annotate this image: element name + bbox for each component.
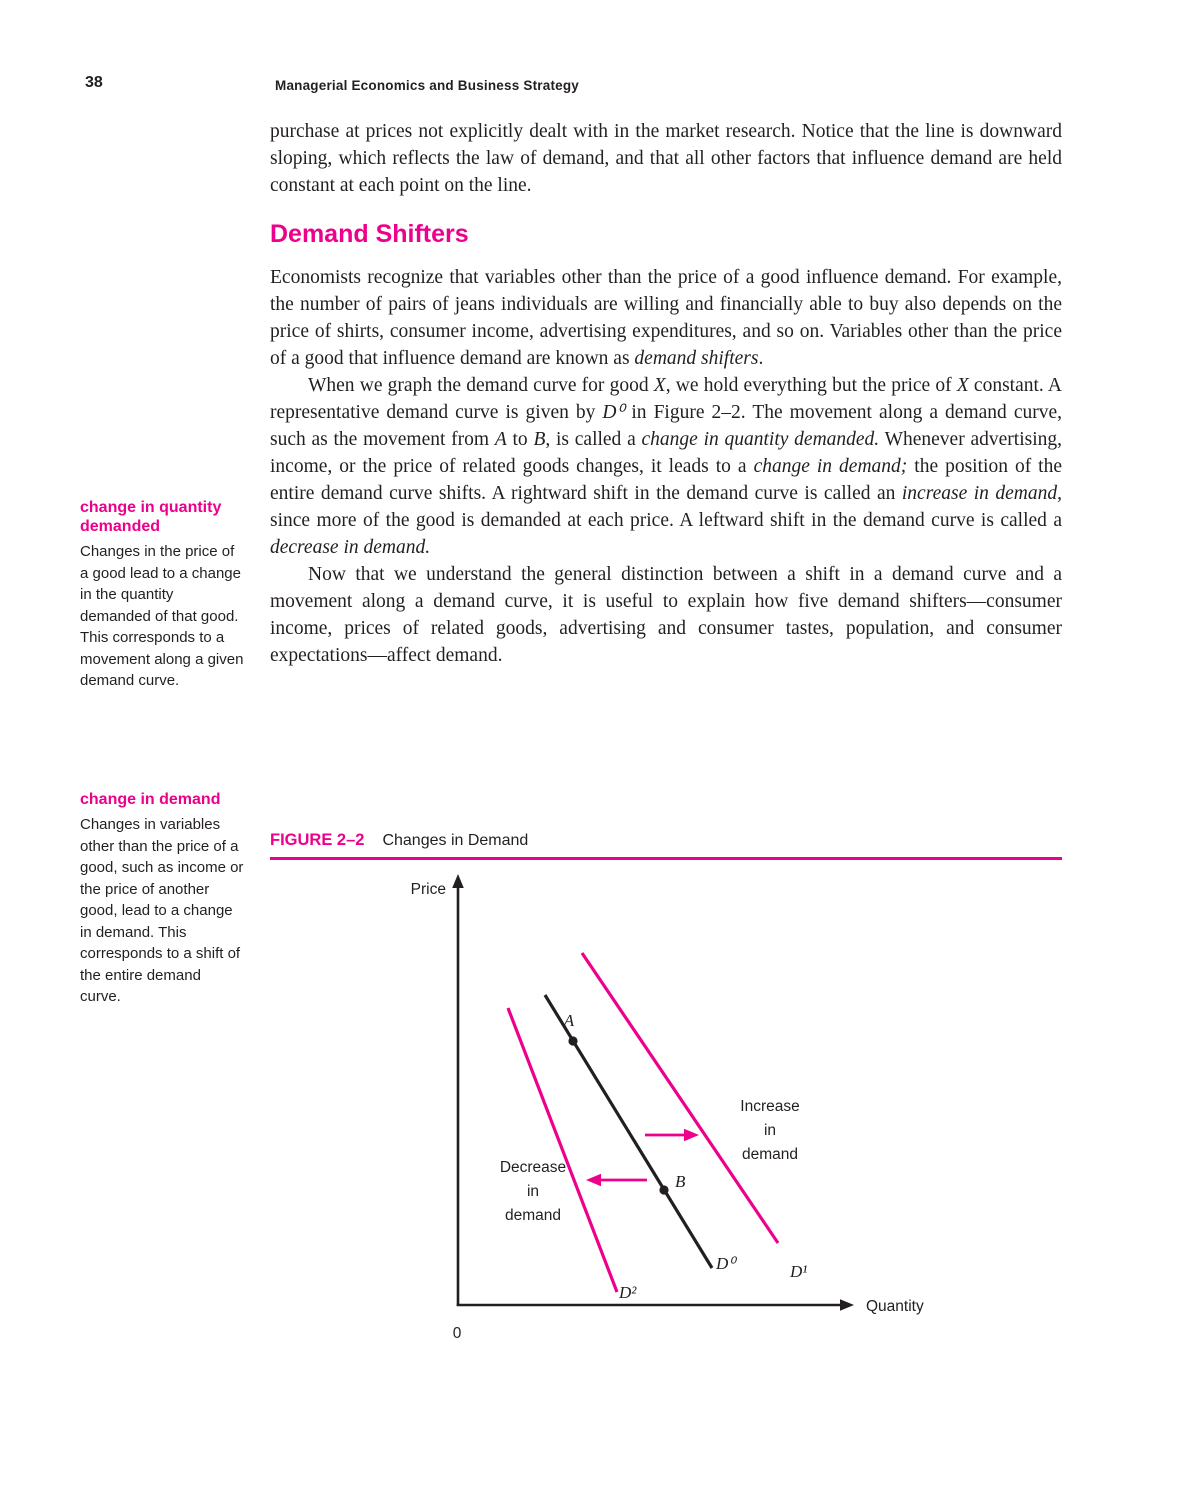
body-paragraph-1: purchase at prices not explicitly dealt with in the market research. Notice that the line is downward sloping, which reflects the law of demand, and that all other factors that influence demand are held constant at each point on the line. (270, 121, 1062, 196)
y-axis-label: Price (410, 881, 446, 898)
figure-caption (270, 831, 528, 850)
origin-label: 0 (452, 1325, 462, 1342)
decrease-annotation-line3: demand (504, 1207, 562, 1224)
main-text-column (270, 118, 1062, 669)
curve-label-d0: D⁰ (716, 1254, 736, 1273)
margin-note-term: change in demand (80, 791, 221, 808)
section-heading-demand-shifters: Demand Shifters (270, 220, 469, 248)
increase-annotation-line2: in (763, 1122, 777, 1139)
margin-note-term: change in quantity demanded (80, 499, 222, 535)
y-axis-arrowhead-icon (452, 874, 464, 888)
margin-note-change-in-demand (80, 790, 244, 1008)
demand-curve-d2 (508, 1008, 617, 1292)
body-paragraph-2: Economists recognize that variables other than the price of a good influence demand. For example, the number of pairs of jeans individuals are willing and financially able to buy also depends on the price of shirts, consumer income, advertising expenditures, and so on. Variables other than the price of a good that influence demand are known as demand shifters. (270, 267, 1062, 369)
increase-arrowhead-icon (684, 1129, 699, 1141)
body-paragraph-3: When we graph the demand curve for good X, we hold everything but the price of X constant. A representative demand curve is given by D⁰ in Figure 2–2. The movement along a demand curve, such as the movement from A to B, is called a change in quantity demanded. Whenever advertising, income, or the price of related goods changes, it leads to a change in demand; the position of the entire demand curve shifts. A rightward shift in the demand curve is called an increase in demand, since more of the good is demanded at each price. A leftward shift in the demand curve is called a decrease in demand. (270, 375, 1063, 558)
figure-divider-rule (270, 857, 1062, 860)
margin-note-definition: Changes in variables other than the price of a good, such as income or the price of another good, lead to a change in demand. This corresponds to a shift of the entire demand curve. (80, 816, 244, 1005)
running-header-title: Managerial Economics and Business Strategy (275, 78, 579, 93)
decrease-annotation-line2: in (526, 1183, 540, 1200)
page-number: 38 (85, 74, 103, 91)
body-paragraph-4: Now that we understand the general distinction between a shift in a demand curve and a movement along a demand curve, it is useful to explain how five demand shifters—consumer income, prices of related goods, advertising and consumer tastes, population, and consumer expectations—affect demand. (270, 564, 1062, 666)
point-b-label: B (675, 1172, 686, 1191)
curve-label-d1: D¹ (790, 1262, 808, 1281)
decrease-arrowhead-icon (586, 1174, 601, 1186)
decrease-annotation-line1: Decrease (499, 1159, 567, 1176)
figure-title: Changes in Demand (382, 832, 529, 849)
x-axis-arrowhead-icon (840, 1299, 854, 1311)
increase-annotation-line3: demand (741, 1146, 799, 1163)
point-a-label: A (563, 1011, 575, 1030)
point-b-dot (659, 1185, 668, 1194)
curve-label-d2: D² (619, 1283, 637, 1302)
margin-note-definition: Changes in the price of a good lead to a change in the quantity demanded of that good. This corresponds to a movement along a given demand curve. (80, 543, 244, 689)
margin-note-change-in-quantity-demanded (80, 498, 244, 692)
increase-annotation-line1: Increase (740, 1098, 800, 1115)
point-a-dot (568, 1036, 577, 1045)
figure-number-label: FIGURE 2–2 (270, 831, 365, 849)
x-axis-label: Quantity (866, 1298, 924, 1315)
demand-shift-graph (388, 866, 948, 1366)
